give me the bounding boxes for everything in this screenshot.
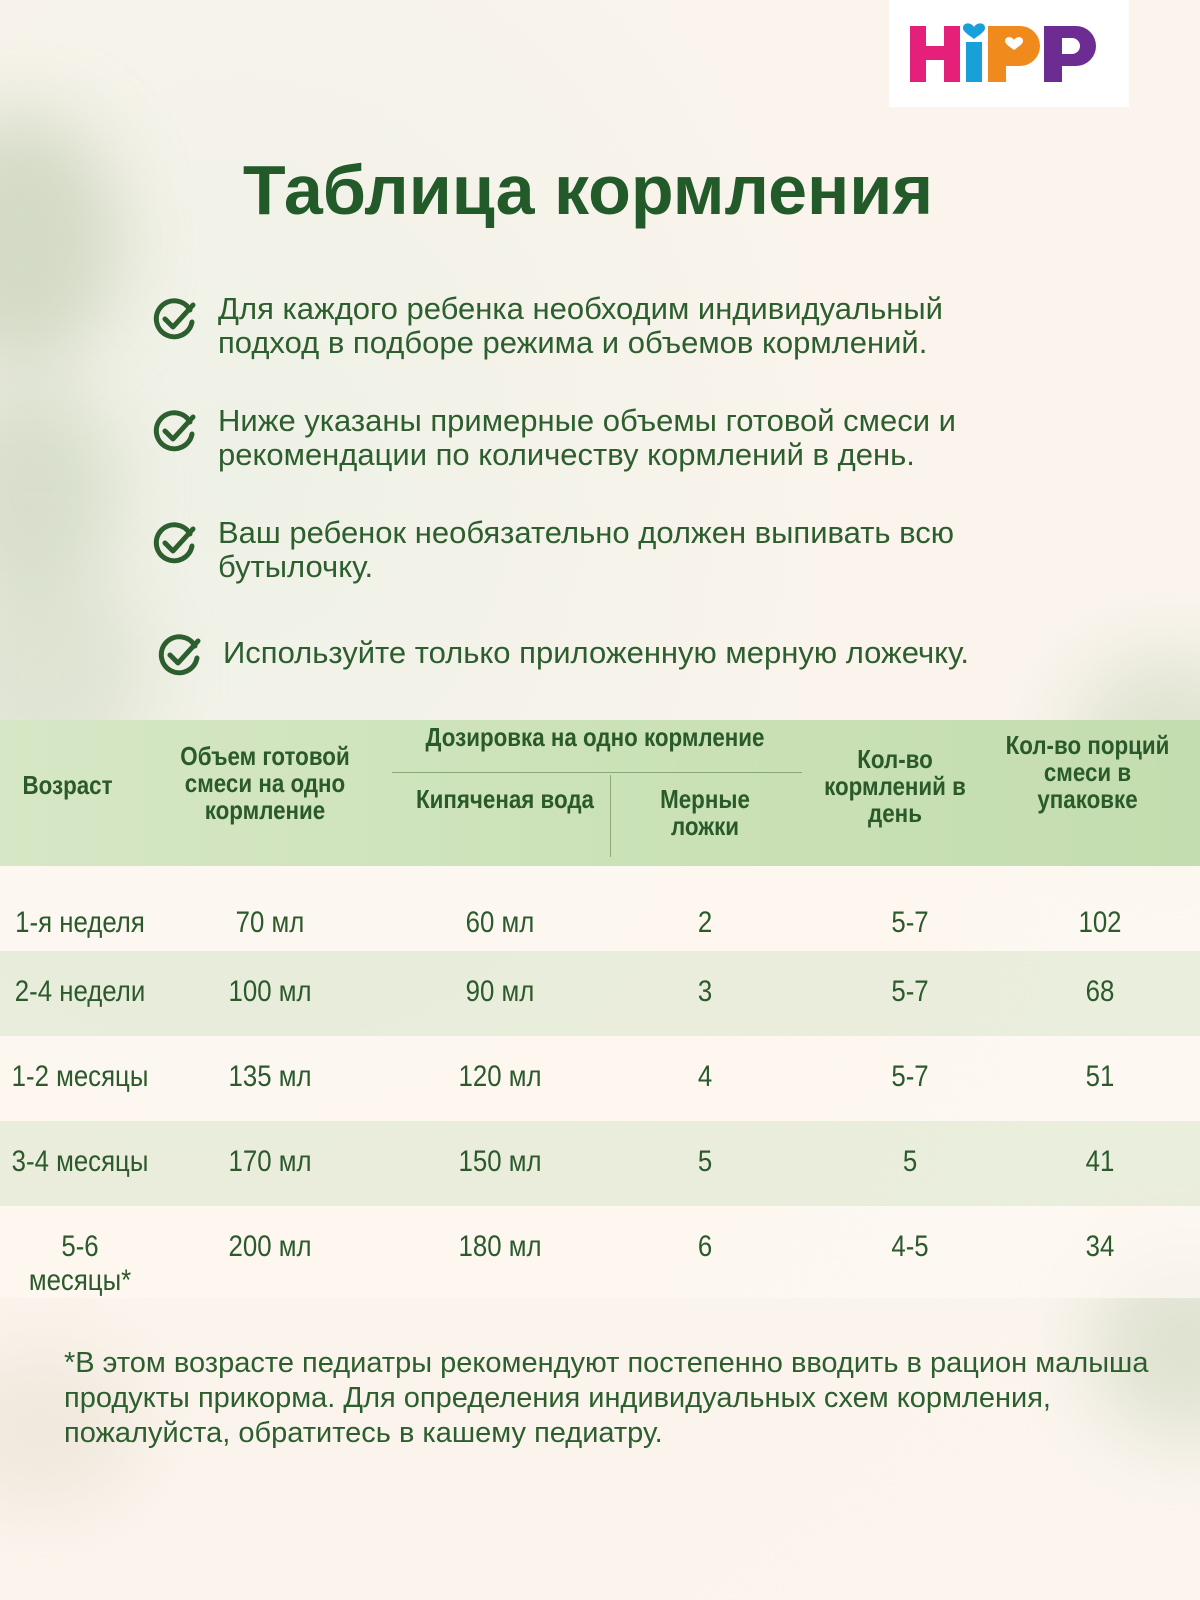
cell-water: 120 мл [458, 1060, 542, 1093]
hipp-logo [889, 0, 1129, 107]
footnote: *В этом возрасте педиатры рекомендуют постепенно вводить в рацион малыша продукты прикорма. Для определения индивидуальных схем кормления, пожалуйста, обратитесь в кашему педиатру. [64, 1347, 1149, 1449]
table-row [0, 1206, 1200, 1298]
cell-spoons: 4 [697, 1060, 713, 1093]
cell-age: 1-я неделя [15, 906, 145, 939]
header-feeds: Кол-во кормлений в день [824, 744, 966, 828]
cell-spoons: 6 [697, 1230, 713, 1263]
cell-volume: 200 мл [228, 1230, 312, 1263]
info-item [150, 292, 1050, 360]
header-divider [392, 772, 802, 773]
page-title: Таблица кормления [242, 151, 934, 229]
info-text: Используйте только приложенную мерную ложечку. [223, 635, 970, 670]
cell-spoons: 5 [697, 1145, 713, 1178]
info-text: Для каждого ребенка необходим индивидуальный подход в подборе режима и объемов кормлений. [218, 291, 943, 360]
check-circle-icon [150, 520, 198, 568]
cell-portions: 34 [1085, 1230, 1115, 1263]
header-portions: Кол-во порций смеси в упаковке [1005, 730, 1170, 814]
header-divider [610, 775, 611, 857]
table-row [0, 1121, 1200, 1206]
header-dosage-group: Дозировка на одно кормление [425, 722, 765, 752]
header-water: Кипяченая вода [415, 784, 594, 814]
cell-age: 1-2 месяцы [11, 1060, 149, 1093]
info-item [155, 628, 1055, 680]
header-volume: Объем готовой смеси на одно кормление [180, 741, 350, 825]
cell-feeds: 5-7 [891, 906, 929, 939]
cell-age: 2-4 недели [14, 975, 146, 1008]
info-text: Ваш ребенок необязательно должен выпивать всю бутылочку. [218, 515, 955, 584]
cell-portions: 41 [1085, 1145, 1115, 1178]
check-circle-icon [155, 632, 203, 680]
cell-feeds: 5 [902, 1145, 918, 1178]
cell-age: 5-6 месяцы* [28, 1230, 132, 1297]
check-circle-icon [150, 408, 198, 456]
info-text: Ниже указаны примерные объемы готовой смеси и рекомендации по количеству кормлений в день. [218, 403, 956, 472]
cell-feeds: 4-5 [891, 1230, 929, 1263]
cell-spoons: 3 [697, 975, 713, 1008]
cell-water: 90 мл [465, 975, 535, 1008]
feeding-table [0, 720, 1200, 1300]
check-circle-icon [150, 296, 198, 344]
table-header [0, 720, 1200, 866]
cell-water: 150 мл [458, 1145, 542, 1178]
cell-portions: 68 [1085, 975, 1115, 1008]
cell-feeds: 5-7 [891, 1060, 929, 1093]
header-age: Возраст [22, 770, 113, 800]
table-row [0, 1036, 1200, 1121]
cell-volume: 70 мл [235, 906, 305, 939]
cell-feeds: 5-7 [891, 975, 929, 1008]
cell-water: 60 мл [465, 906, 535, 939]
hipp-logo-graphic [908, 20, 1108, 88]
cell-spoons: 2 [697, 906, 713, 939]
cell-portions: 51 [1085, 1060, 1115, 1093]
cell-age: 3-4 месяцы [11, 1145, 149, 1178]
cell-water: 180 мл [458, 1230, 542, 1263]
cell-volume: 170 мл [228, 1145, 312, 1178]
table-row [0, 951, 1200, 1036]
info-item [150, 404, 1050, 472]
cell-volume: 100 мл [228, 975, 312, 1008]
cell-volume: 135 мл [228, 1060, 312, 1093]
cell-portions: 102 [1078, 906, 1122, 939]
header-spoons: Мерные ложки [660, 784, 750, 841]
info-item [150, 516, 1050, 584]
table-row [0, 866, 1200, 951]
